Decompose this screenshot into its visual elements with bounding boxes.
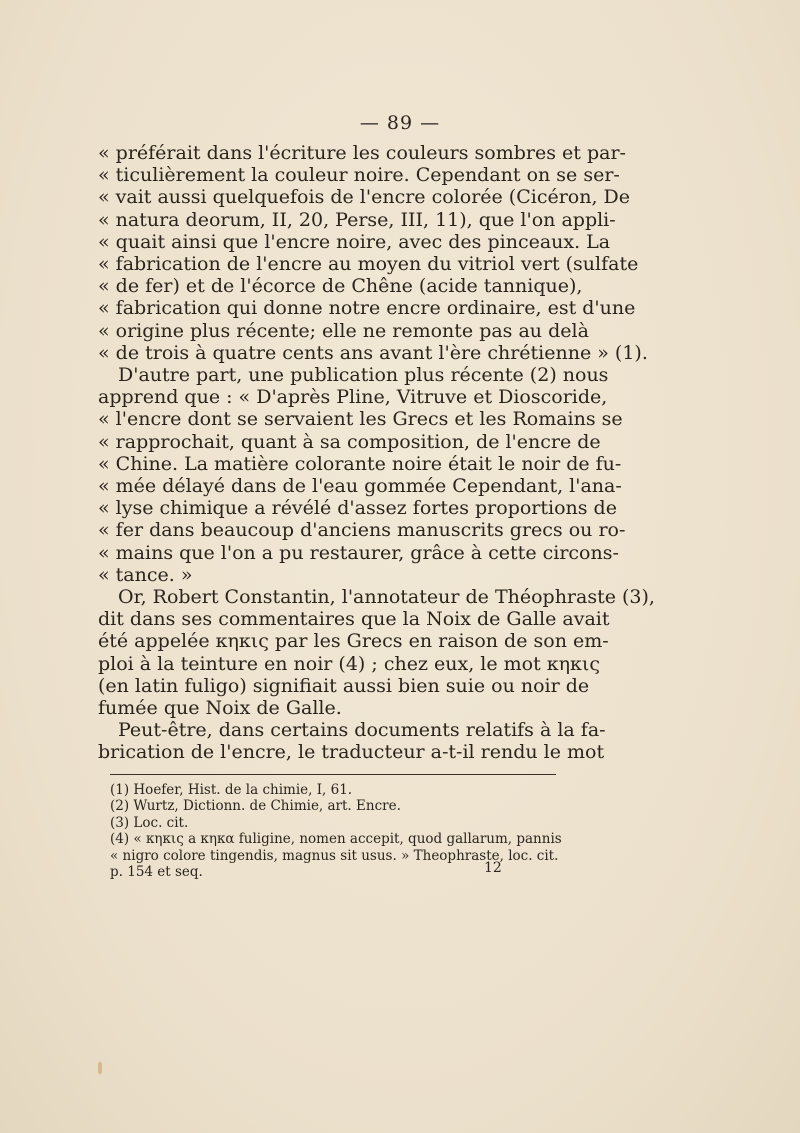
footnote-divider — [110, 774, 556, 775]
text-line: « natura deorum, II, 20, Perse, III, 11), que l'on appli- — [98, 208, 616, 231]
footnote: (4) « κηκις a κηκα fuligine, nomen accepit, quod gallarum, pannis — [110, 831, 562, 848]
text-line: « Chine. La matière colorante noire était le noir de fu- — [98, 452, 622, 475]
text-line: dit dans ses commentaires que la Noix de Galle avait — [98, 608, 610, 631]
text-line: ploi à la teinture en noir (4) ; chez eux, le mot κηκις — [98, 652, 600, 675]
text-line: « quait ainsi que l'encre noire, avec des pinceaux. La — [98, 230, 611, 253]
body-text — [98, 142, 655, 764]
text-line: « mée délayé dans de l'eau gommée Cependant, l'ana- — [98, 475, 622, 498]
text-line: « fabrication qui donne notre encre ordinaire, est d'une — [98, 297, 636, 320]
signature-mark: 12 — [484, 860, 502, 876]
footnote: « nigro colore tingendis, magnus sit usus. » Theophraste, loc. cit. — [110, 847, 559, 864]
footnote: (3) Loc. cit. — [110, 814, 189, 831]
text-line: « lyse chimique a révélé d'assez fortes proportions de — [98, 497, 617, 520]
text-line: « ticulièrement la couleur noire. Cependant on se ser- — [98, 164, 620, 187]
page-number: — 89 — — [359, 112, 441, 134]
text-line: « fer dans beaucoup d'anciens manuscrits grecs ou ro- — [98, 519, 626, 542]
text-line: « l'encre dont se servaient les Grecs et les Romains se — [98, 408, 623, 431]
footnote: p. 154 et seq. — [110, 864, 203, 881]
text-line: « mains que l'on a pu restaurer, grâce à cette circons- — [98, 541, 619, 564]
text-line: « préférait dans l'écriture les couleurs sombres et par- — [98, 142, 626, 164]
text-line: apprend que : « D'après Pline, Vitruve et Dioscoride, — [98, 386, 608, 409]
text-line: « tance. » — [98, 563, 193, 586]
text-line: « rapprochait, quant à sa composition, de l'encre de — [98, 430, 601, 453]
footnote: (1) Hoefer, Hist. de la chimie, I, 61. — [110, 782, 353, 798]
text-line: été appelée κηκις par les Grecs en raison de son em- — [98, 630, 609, 653]
text-line: Or, Robert Constantin, l'annotateur de Théophraste (3), — [118, 586, 655, 609]
text-line: brication de l'encre, le traducteur a-t-il rendu le mot — [98, 741, 605, 764]
text-line: « de trois à quatre cents ans avant l'ère chrétienne » (1). — [98, 341, 648, 364]
text-line: (en latin fuligo) signifiait aussi bien suie ou noir de — [98, 674, 590, 697]
paper-stain — [98, 1062, 102, 1074]
text-line: « vait aussi quelquefois de l'encre colorée (Cicéron, De — [98, 186, 631, 209]
text-line: D'autre part, une publication plus récente (2) nous — [118, 364, 609, 387]
footnote: (2) Wurtz, Dictionn. de Chimie, art. Encre. — [110, 798, 401, 815]
text-line: « origine plus récente; elle ne remonte pas au delà — [98, 319, 589, 342]
text-line: « de fer) et de l'écorce de Chêne (acide tannique), — [98, 275, 583, 298]
text-line: fumée que Noix de Galle. — [98, 697, 342, 720]
text-line: « fabrication de l'encre au moyen du vitriol vert (sulfate — [98, 253, 639, 276]
text-line: Peut-être, dans certains documents relatifs à la fa- — [118, 719, 606, 742]
